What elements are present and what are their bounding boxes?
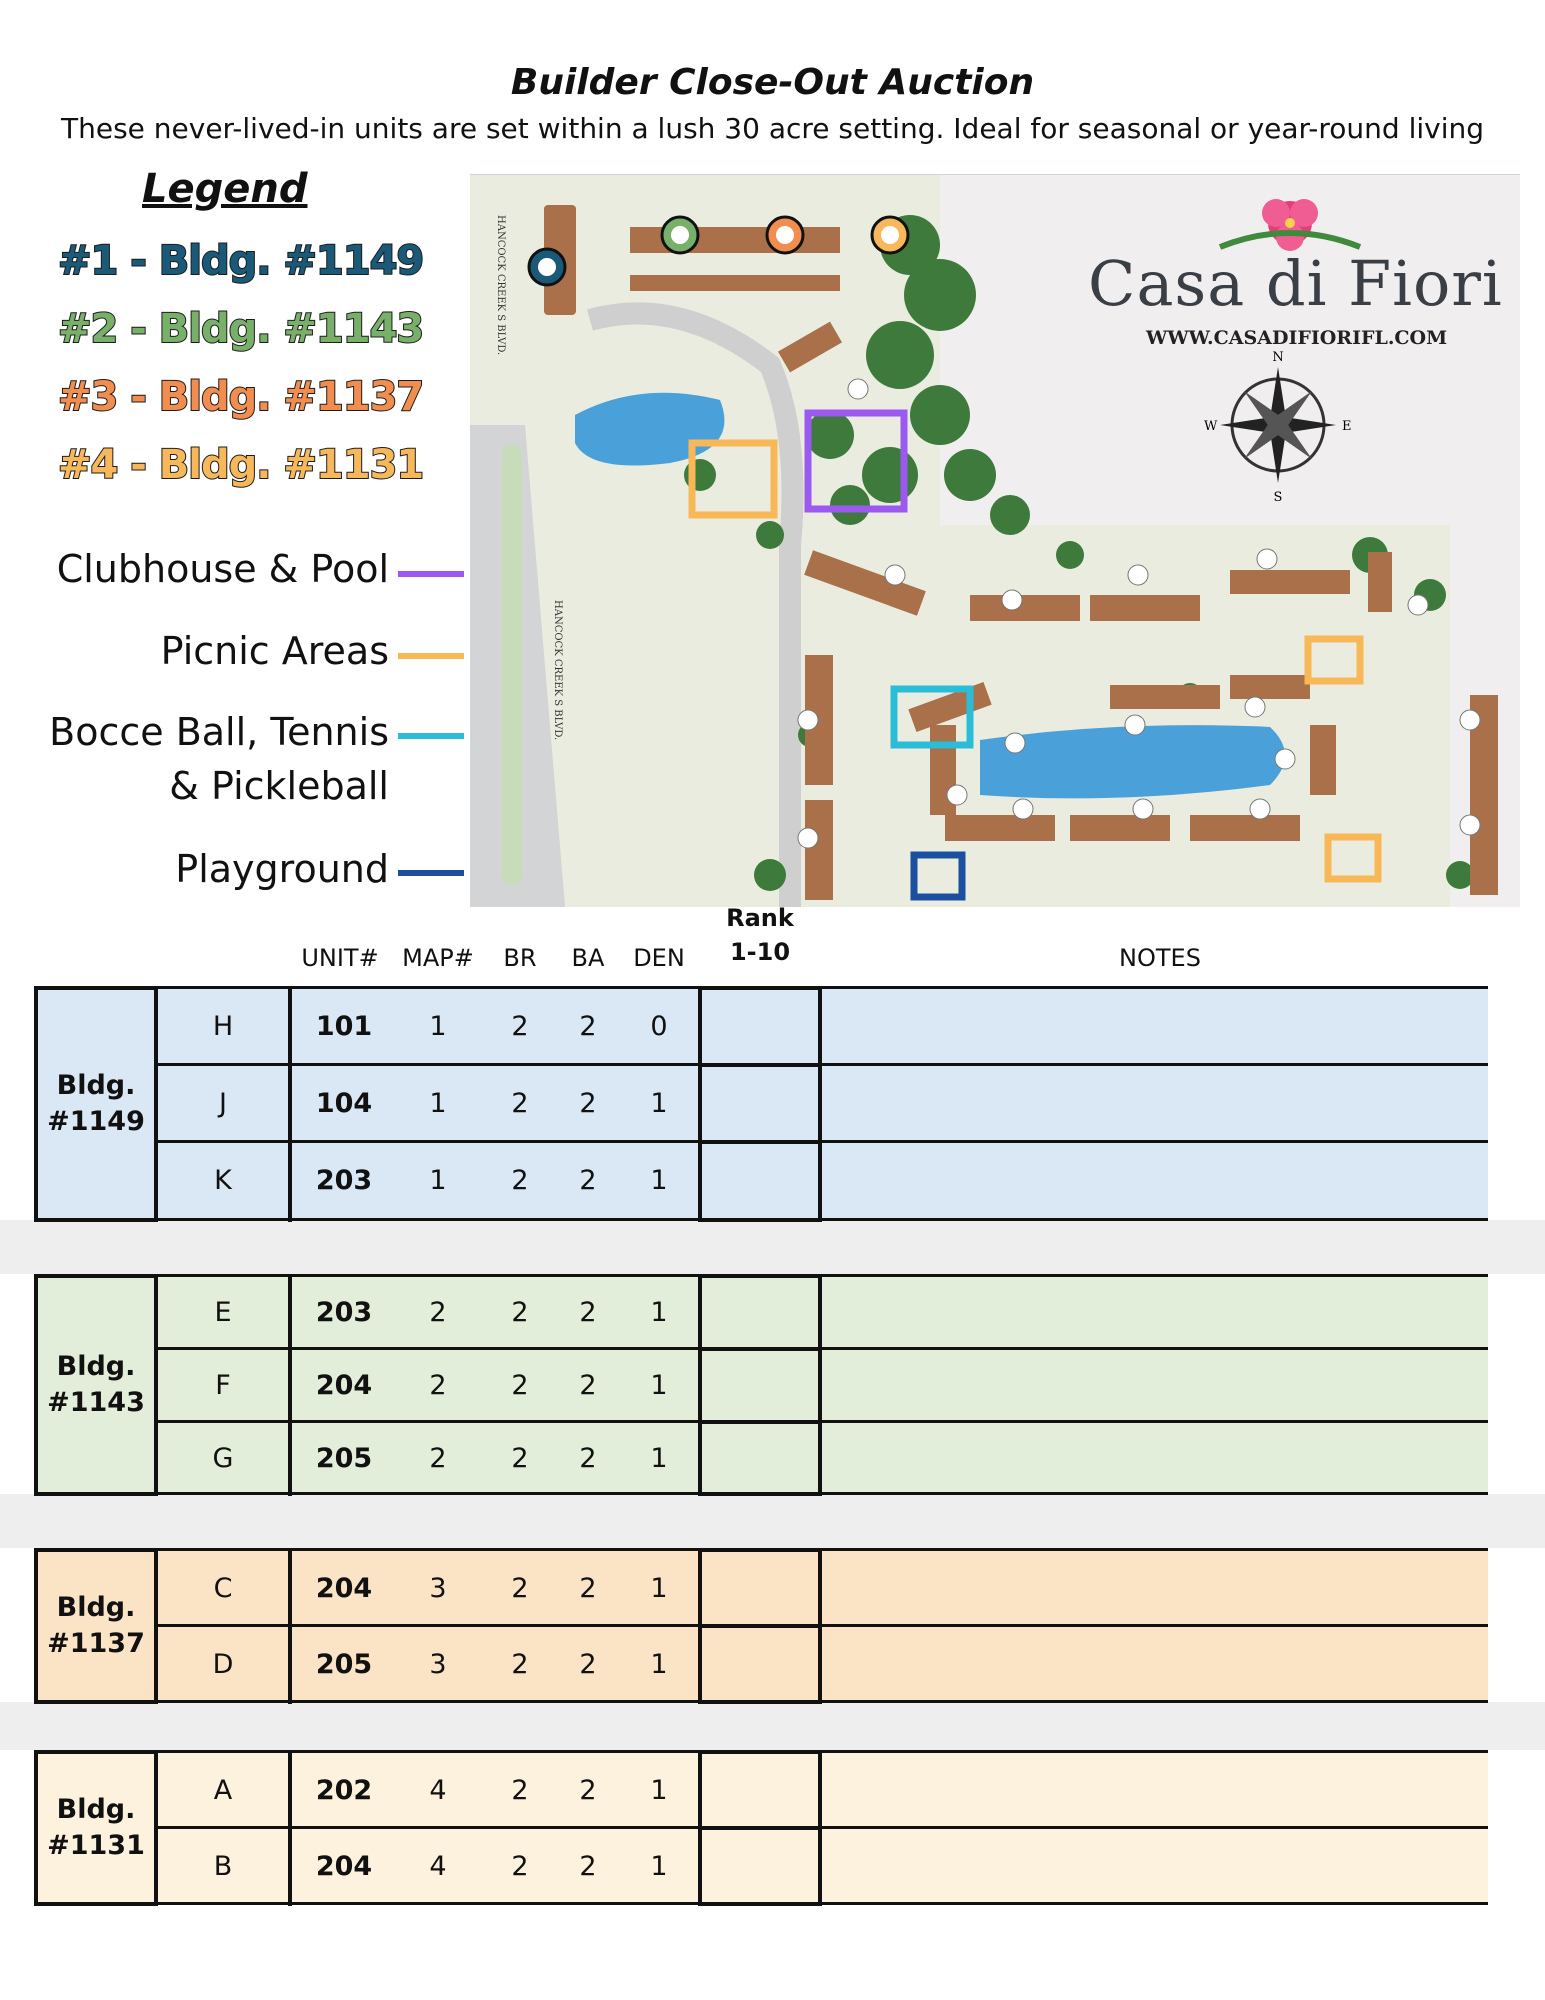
table-row: B 204 4 2 2 1 <box>34 1828 1488 1904</box>
notes-field[interactable] <box>822 1752 1488 1828</box>
col-rank-line2: 1-10 <box>729 938 791 966</box>
notes-field[interactable] <box>822 1626 1488 1702</box>
page-title: Builder Close-Out Auction <box>510 62 1035 103</box>
legend-bocce-swatch <box>398 733 464 739</box>
svg-text:HANCOCK CREEK S BLVD.: HANCOCK CREEK S BLVD. <box>552 600 563 741</box>
col-br: BR <box>503 944 537 972</box>
marker-2 <box>662 217 698 253</box>
lake-south <box>980 725 1285 798</box>
notes-field[interactable] <box>822 1828 1488 1904</box>
legend-clubhouse-pool: Clubhouse & Pool <box>56 547 389 591</box>
rank-input[interactable] <box>698 986 822 1222</box>
notes-field[interactable] <box>822 1422 1488 1494</box>
table-row: J 104 1 2 2 1 <box>34 1065 1488 1142</box>
legend-picnic-areas: Picnic Areas <box>160 629 389 673</box>
table-row: E 203 2 2 2 1 <box>34 1276 1488 1349</box>
col-rank-line1: Rank <box>726 904 794 932</box>
rank-input[interactable] <box>698 1274 822 1496</box>
legend-building-2: #2 - Bldg. #1143 <box>58 306 424 352</box>
brand-name: Casa di Fiori <box>1088 247 1503 320</box>
notes-field[interactable] <box>822 1142 1488 1219</box>
brand-url: WWW.CASADIFIORIFL.COM <box>1146 327 1448 349</box>
site-map <box>470 174 1520 907</box>
svg-text:HANCOCK CREEK S BLVD.: HANCOCK CREEK S BLVD. <box>495 215 506 356</box>
building-cell: Bldg. #1143 <box>34 1274 158 1496</box>
group-separator <box>0 1702 1545 1750</box>
legend-building-1: #1 - Bldg. #1149 <box>58 238 424 284</box>
svg-text:S: S <box>1273 490 1283 505</box>
col-unit: UNIT# <box>301 944 379 972</box>
col-map: MAP# <box>402 944 474 972</box>
group-separator <box>0 1494 1545 1548</box>
marker-1 <box>529 249 565 285</box>
legend-playground: Playground <box>175 847 389 891</box>
svg-text:N: N <box>1272 350 1284 365</box>
legend-heading: Legend <box>142 166 308 212</box>
table-row: K 203 1 2 2 1 <box>34 1142 1488 1219</box>
notes-field[interactable] <box>822 1065 1488 1142</box>
page-subtitle: These never-lived-in units are set within a lush 30 acre setting. Ideal for seasonal or year-round living <box>61 112 1484 145</box>
marker-3 <box>767 217 803 253</box>
svg-text:E: E <box>1342 419 1352 434</box>
group-separator <box>0 1220 1545 1274</box>
building-cell: Bldg. #1131 <box>34 1750 158 1906</box>
table-row: D 205 3 2 2 1 <box>34 1626 1488 1702</box>
table-row: H 101 1 2 2 0 <box>34 988 1488 1065</box>
col-notes: NOTES <box>1119 944 1201 972</box>
notes-field[interactable] <box>822 1349 1488 1422</box>
table-row: F 204 2 2 2 1 <box>34 1349 1488 1422</box>
legend-clubhouse-swatch <box>398 571 464 577</box>
svg-text:W: W <box>1204 419 1218 434</box>
marker-4 <box>872 217 908 253</box>
legend-picnic-swatch <box>398 653 464 659</box>
notes-field[interactable] <box>822 1276 1488 1349</box>
col-ba: BA <box>571 944 605 972</box>
col-den: DEN <box>633 944 685 972</box>
notes-field[interactable] <box>822 1550 1488 1626</box>
notes-field[interactable] <box>822 988 1488 1065</box>
legend-building-3: #3 - Bldg. #1137 <box>58 374 424 420</box>
table-row: C 204 3 2 2 1 <box>34 1550 1488 1626</box>
legend-playground-swatch <box>398 870 464 876</box>
table-row: A 202 4 2 2 1 <box>34 1752 1488 1828</box>
building-cell: Bldg. #1137 <box>34 1548 158 1704</box>
building-cell: Bldg. #1149 <box>34 986 158 1222</box>
legend-building-4: #4 - Bldg. #1131 <box>58 442 424 488</box>
table-row: G 205 2 2 2 1 <box>34 1422 1488 1494</box>
legend-bocce-tennis: Bocce Ball, Tennis & Pickleball <box>49 710 389 808</box>
